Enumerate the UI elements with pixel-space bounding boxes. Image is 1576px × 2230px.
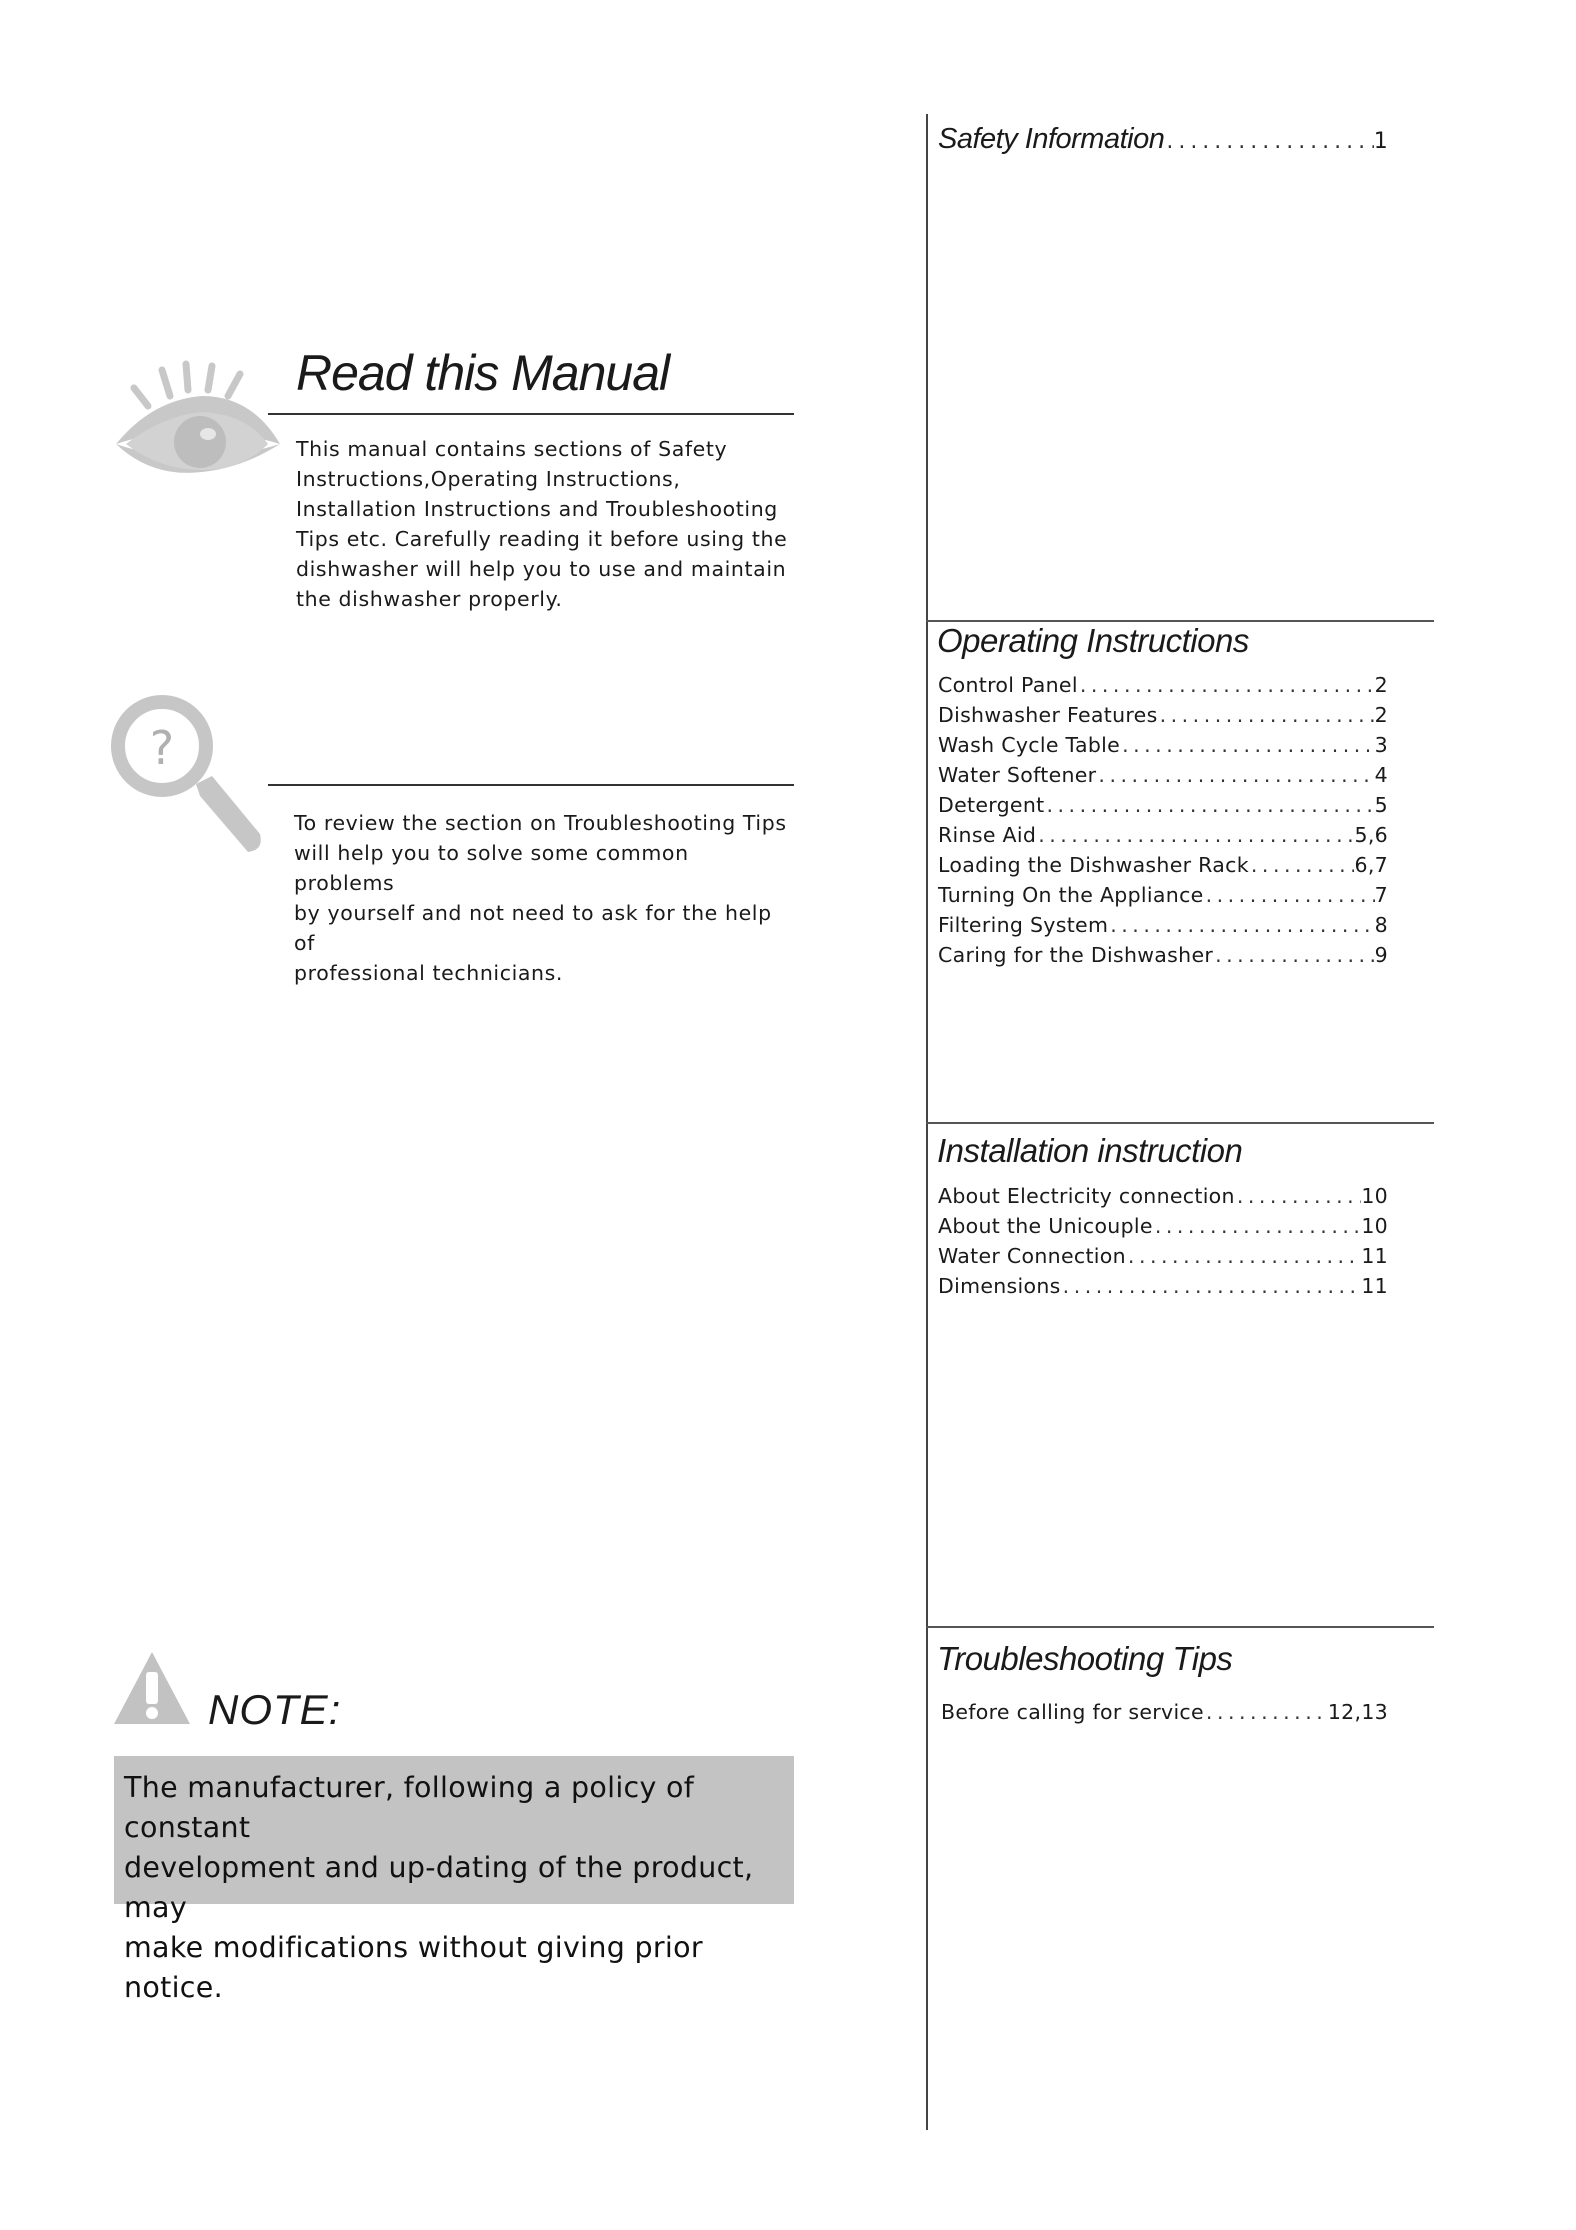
toc-row — [938, 670, 1388, 700]
toc-leader — [1120, 730, 1375, 760]
troubleshooting-rule — [926, 1626, 1434, 1628]
toc-safety — [938, 124, 1388, 157]
toc-item-page: 7 — [1374, 883, 1388, 907]
toc-item-title: Wash Cycle Table — [938, 733, 1121, 757]
toc-item-page: 10 — [1361, 1184, 1388, 1208]
toc-row — [938, 1241, 1388, 1271]
toc-row — [938, 790, 1388, 820]
toc-troubleshooting-list — [941, 1697, 1388, 1727]
read-manual-text: This manual contains sections of Safety Instructions,Operating Instructions, Installation Instructions and Troubleshooting Tips etc. Carefully reading it before using the dishwasher will help you to use and maintain the dishwasher properly. — [296, 437, 788, 611]
toc-leader — [1158, 700, 1375, 730]
toc-item-page: 6,7 — [1354, 853, 1388, 877]
toc-row — [938, 760, 1388, 790]
toc-item-page: 8 — [1374, 913, 1388, 937]
toc-row — [941, 1697, 1388, 1727]
read-manual-rule — [268, 413, 794, 415]
toc-item-title: Loading the Dishwasher Rack — [938, 853, 1249, 877]
read-manual-title: Read this Manual — [296, 345, 670, 401]
toc-item-title: Caring for the Dishwasher — [938, 943, 1214, 967]
toc-installation-list — [938, 1181, 1388, 1301]
toc-leader — [1204, 880, 1375, 910]
note-box: The manufacturer, following a policy of constant development and up-dating of the product, may make modifications without giving prior notice. — [114, 1756, 794, 1904]
toc-item-page: 9 — [1374, 943, 1388, 967]
toc-leader — [1153, 1211, 1362, 1241]
toc-row — [938, 880, 1388, 910]
toc-leader — [1126, 1241, 1361, 1271]
toc-leader — [1249, 850, 1355, 880]
toc-row — [938, 730, 1388, 760]
toc-leader — [1204, 1697, 1328, 1727]
toc-leader — [1235, 1181, 1361, 1211]
toc-leader — [1164, 127, 1373, 157]
troubleshooting-title: Troubleshooting Tips — [937, 1640, 1233, 1677]
toc-item-title: Water Softener — [938, 763, 1097, 787]
toc-row — [938, 1181, 1388, 1211]
installation-rule — [926, 1122, 1434, 1124]
toc-item-page: 4 — [1374, 763, 1388, 787]
toc-item-page: 11 — [1361, 1274, 1388, 1298]
toc-item-title: Detergent — [938, 793, 1045, 817]
note-title: NOTE: — [208, 1686, 342, 1733]
toc-item-page: 5,6 — [1354, 823, 1388, 847]
installation-title: Installation instruction — [937, 1132, 1243, 1169]
toc-item-title: Before calling for service — [941, 1700, 1204, 1724]
toc-item-title: Turning On the Appliance — [938, 883, 1204, 907]
operating-title: Operating Instructions — [937, 622, 1249, 659]
toc-operating-list — [938, 670, 1388, 970]
toc-safety-page: 1 — [1373, 129, 1388, 154]
toc-row — [938, 940, 1388, 970]
toc-row — [938, 700, 1388, 730]
toc-leader — [1036, 820, 1354, 850]
toc-item-title: Dishwasher Features — [938, 703, 1158, 727]
toc-row — [938, 1211, 1388, 1241]
troubleshoot-intro-text: To review the section on Troubleshooting Tips will help you to solve some common problems by yourself and not need to ask for the help of professional technicians. — [294, 811, 787, 985]
toc-item-page: 12,13 — [1327, 1700, 1388, 1724]
toc-row — [938, 124, 1388, 157]
toc-item-page: 10 — [1361, 1214, 1388, 1238]
toc-row — [938, 910, 1388, 940]
toc-item-title: Dimensions — [938, 1274, 1061, 1298]
warning-icon — [112, 1650, 192, 1726]
toc-item-title: About Electricity connection — [938, 1184, 1235, 1208]
toc-item-title: About the Unicouple — [938, 1214, 1153, 1238]
toc-leader — [1108, 910, 1374, 940]
toc-item-page: 2 — [1374, 673, 1388, 697]
magnifier-question-icon — [108, 692, 268, 862]
troubleshoot-rule — [268, 784, 794, 786]
toc-item-page: 2 — [1374, 703, 1388, 727]
toc-leader — [1061, 1271, 1362, 1301]
toc-leader — [1078, 670, 1375, 700]
toc-item-page: 3 — [1374, 733, 1388, 757]
toc-item-title: Rinse Aid — [938, 823, 1037, 847]
toc-leader — [1096, 760, 1374, 790]
toc-row — [938, 850, 1388, 880]
toc-leader — [1044, 790, 1374, 820]
toc-item-title: Water Connection — [938, 1244, 1126, 1268]
toc-item-title: Control Panel — [938, 673, 1078, 697]
toc-safety-title: Safety Information — [938, 123, 1165, 155]
toc-row — [938, 1271, 1388, 1301]
svg-text:?: ? — [149, 721, 175, 775]
eye-icon — [112, 360, 282, 480]
toc-leader — [1213, 940, 1375, 970]
toc-item-page: 5 — [1374, 793, 1388, 817]
toc-item-title: Filtering System — [938, 913, 1109, 937]
toc-row — [938, 820, 1388, 850]
toc-item-page: 11 — [1361, 1244, 1388, 1268]
